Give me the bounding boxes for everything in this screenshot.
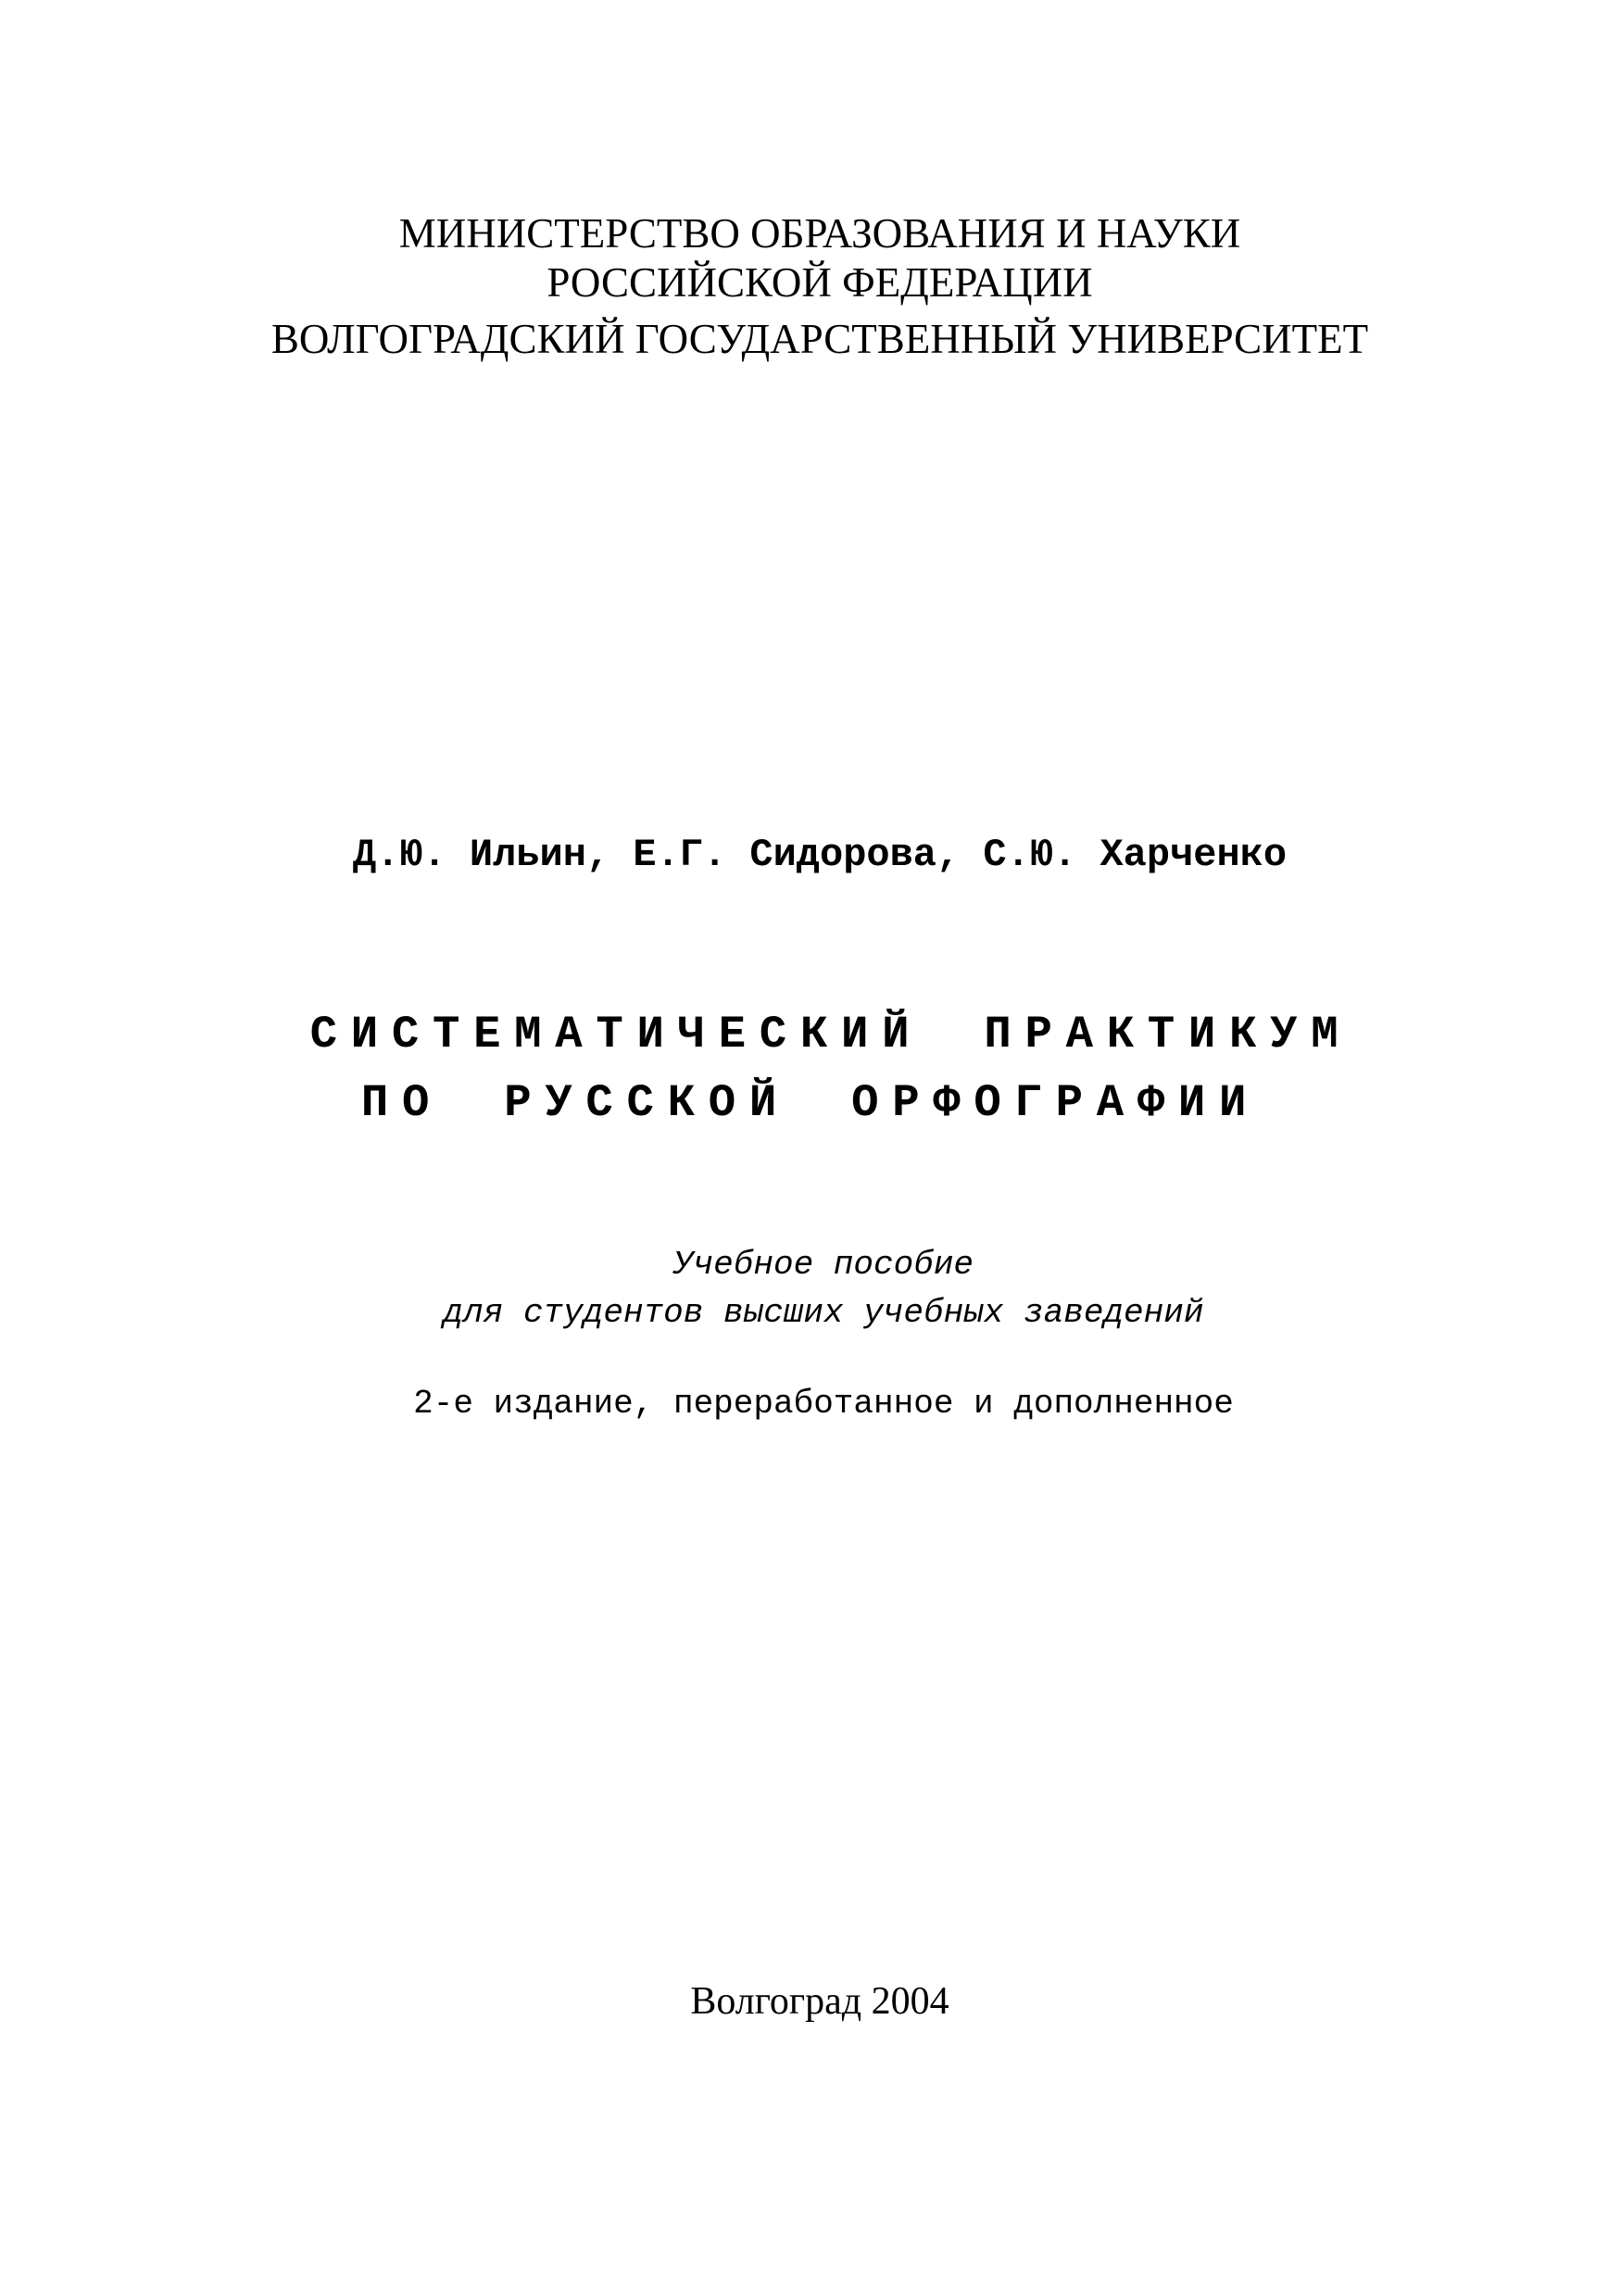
ministry-line-1: МИНИСТЕРСТВО ОБРАЗОВАНИЯ И НАУКИ bbox=[398, 210, 1241, 257]
book-title-line-2: ПО РУССКОЙ ОРФОГРАФИИ bbox=[360, 1077, 1261, 1129]
subtitle-line-2: для студентов высших учебных заведений bbox=[443, 1294, 1204, 1332]
university-name: ВОЛГОГРАДСКИЙ ГОСУДАРСТВЕННЫЙ УНИВЕРСИТЕТ bbox=[270, 316, 1369, 362]
ministry-line-2: РОССИЙСКОЙ ФЕДЕРАЦИИ bbox=[547, 259, 1093, 306]
authors: Д.Ю. Ильин, Е.Г. Сидорова, С.Ю. Харченко bbox=[352, 833, 1288, 877]
subtitle-line-1: Учебное пособие bbox=[672, 1246, 974, 1284]
edition-note: 2-е издание, переработанное и дополненное bbox=[413, 1385, 1234, 1423]
book-title-line-1: СИСТЕМАТИЧЕСКИЙ ПРАКТИКУМ bbox=[309, 1009, 1352, 1060]
city-year: Волгоград 2004 bbox=[690, 1980, 949, 2023]
